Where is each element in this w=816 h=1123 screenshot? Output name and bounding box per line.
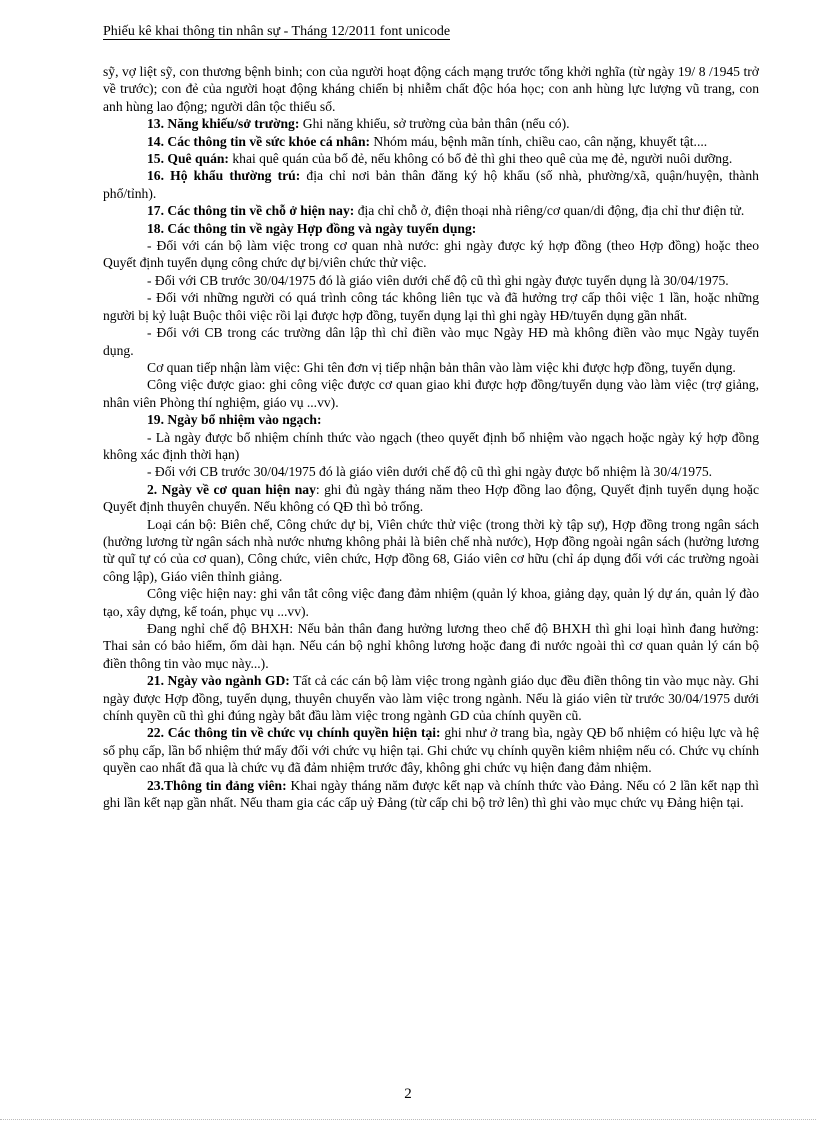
item-2-body: : ghi đủ ngày tháng năm theo Hợp đồng lao động, Quyết định tuyển dụng hoặc Quyết định thuyên chuyển. Nếu không có QĐ thì bỏ trống. bbox=[103, 481, 759, 515]
item-18-c: - Đối với những người có quá trình công tác không liên tục và đã hưởng trợ cấp thôi việc 1 lần, hoặc những người bị kỷ luật Buộc thôi việc rồi lại được hợp đồng, tuyển dụng lại thì ghi ngày HĐ/tuyển dụng gần nhất. bbox=[103, 290, 759, 323]
item-23-body: Khai ngày tháng năm được kết nạp và chính thức vào Đảng. Nếu có 2 lần kết nạp thì ghi lần kết nạp gần nhất. Nếu tham gia các cấp uỷ Đảng (từ cấp chi bộ trở lên) thì ghi vào mục chức vụ Đảng hiện tại. bbox=[103, 777, 759, 811]
item-14-body: Nhóm máu, bệnh mãn tính, chiều cao, cân nặng, khuyết tật.... bbox=[370, 133, 708, 149]
item-18-e: Cơ quan tiếp nhận làm việc: Ghi tên đơn vị tiếp nhận bản thân vào làm việc khi được hợp đồng, tuyển dụng. bbox=[147, 359, 736, 375]
page-header: Phiếu kê khai thông tin nhân sự - Tháng 12/2011 font unicode bbox=[103, 24, 451, 39]
item-23-title: 23.Thông tin đảng viên: bbox=[147, 777, 287, 793]
item-18-title: 18. Các thông tin về ngày Hợp đồng và ngày tuyển dụng: bbox=[147, 220, 477, 236]
item-13 bbox=[103, 115, 759, 132]
item-18-f: Công việc được giao: ghi công việc được cơ quan giao khi được hợp đồng/tuyển dụng vào làm việc (trợ giảng, nhân viên Phòng thí nghiệm, giáo vụ ...vv). bbox=[103, 377, 759, 410]
item-13-body: Ghi năng khiếu, sở trường của bản thân (nếu có). bbox=[299, 116, 570, 132]
item-13-title: 13. Năng khiếu/sở trường: bbox=[147, 116, 300, 132]
item-15-body: khai quê quán của bố đẻ, nếu không có bố đẻ thì ghi theo quê của mẹ đẻ, người nuôi dưỡng. bbox=[228, 151, 733, 167]
item-21-title: 21. Ngày vào ngành GD: bbox=[147, 673, 290, 689]
page-bottom-divider bbox=[0, 1119, 816, 1120]
page-number: 2 bbox=[404, 1086, 412, 1102]
item-17-title: 17. Các thông tin về chỗ ở hiện nay: bbox=[147, 203, 355, 219]
item-18-b: - Đối với CB trước 30/04/1975 đó là giáo viên dưới chế độ cũ thì ghi ngày được tuyển dụng là 30/04/1975. bbox=[147, 272, 729, 288]
item-14-title: 14. Các thông tin về sức khỏe cá nhân: bbox=[147, 133, 371, 149]
item-14 bbox=[103, 133, 759, 150]
item-19-b: - Đối với CB trước 30/04/1975 đó là giáo viên dưới chế độ cũ thì ghi ngày được bổ nhiệm là 30/4/1975. bbox=[147, 464, 713, 480]
item-17 bbox=[103, 202, 759, 219]
item-19 bbox=[103, 411, 759, 428]
item-15-title: 15. Quê quán: bbox=[147, 151, 229, 167]
item-16 bbox=[103, 167, 759, 202]
item-2-a: Loại cán bộ: Biên chế, Công chức dự bị, Viên chức thử việc (trong thời kỳ tập sự), Hợp đồng trong ngân sách (hưởng lương từ ngân sách nhà nước nhưng không phải là biên chế nhà nước), Hợp đồng ngoài ngân sách (hưởng lương từ quĩ tự có của cơ quan), Công chức, viên chức, Hợp đồng 68, Giáo viên cơ hữu (chỉ áp dụng đối với các trường ngoài công lập), Giáo viên thỉnh giảng. bbox=[103, 516, 759, 584]
item-18-d: - Đối với CB trong các trường dân lập thì chỉ điền vào mục Ngày HĐ mà không điền vào mục Ngày tuyển dụng. bbox=[103, 325, 759, 358]
item-22-title: 22. Các thông tin về chức vụ chính quyền hiện tại: bbox=[147, 725, 441, 741]
item-21-body: Tất cả các cán bộ làm việc trong ngành giáo dục đều điền thông tin vào mục này. Ghi ngày được Hợp đồng, tuyển dụng, thuyên chuyển vào làm việc trong ngành. Nếu là giáo viên từ trước 30/04/1975 dưới chính quyền cũ thì ghi đúng ngày bắt đầu làm việc trong ngành GD của chính quyền cũ. bbox=[103, 673, 759, 724]
item-18-a: - Đối với cán bộ làm việc trong cơ quan nhà nước: ghi ngày được ký hợp đồng (theo Hợp đồng) hoặc theo Quyết định tuyển dụng công chức dự bị/viên chức thử việc. bbox=[103, 238, 759, 271]
item-21 bbox=[103, 672, 759, 724]
item-16-title: 16. Hộ khẩu thường trú: bbox=[147, 168, 301, 184]
item-22 bbox=[103, 724, 759, 776]
item-23 bbox=[103, 777, 759, 812]
item-22-body: ghi như ở trang bìa, ngày QĐ bổ nhiệm có hiệu lực và hệ số phụ cấp, lần bổ nhiệm thứ mấy đối với chức vụ hiện tại. Ghi chức vụ chính quyền kiêm nhiệm nếu có. Chức vụ chính quyền cao nhất đã qua là chức vụ đã đảm nhiệm trước đây, không ghi chức vụ hiện đang đảm nhiệm. bbox=[103, 725, 759, 776]
item-2-c: Đang nghỉ chế độ BHXH: Nếu bản thân đang hưởng lương theo chế độ BHXH thì ghi loại hình đang hưởng: Thai sản có bảo hiểm, ốm dài hạn. Nếu cán bộ nghỉ không lương hoặc đang đi nước ngoài thì cơ quan quản lý cán bộ điền thông tin vào mục này...). bbox=[103, 621, 759, 671]
item-19-a: - Là ngày được bổ nhiệm chính thức vào ngạch (theo quyết định bổ nhiệm vào ngạch hoặc ngày ký hợp đồng không xác định thời hạn) bbox=[103, 429, 759, 462]
item-15 bbox=[103, 150, 759, 167]
item-2-b: Công việc hiện nay: ghi vắn tắt công việc đang đảm nhiệm (quản lý khoa, giảng dạy, quản lý dự án, quản lý đào tạo, xây dựng, kế toán, phục vụ ...vv). bbox=[103, 586, 759, 619]
item-2 bbox=[103, 481, 759, 516]
item-2-title: 2. Ngày về cơ quan hiện nay bbox=[147, 481, 316, 497]
paragraph-continuation: sỹ, vợ liệt sỹ, con thương bệnh binh; con của người hoạt động cách mạng trước tổng khởi nghĩa (từ ngày 19/ 8 /1945 trở về trước); con đẻ của người hoạt động kháng chiến bị nhiễm chất độc hóa học; con anh hùng lực lượng vũ trang, con anh hùng lao động; người dân tộc thiểu số. bbox=[103, 64, 759, 114]
item-18 bbox=[103, 220, 759, 237]
document-body bbox=[103, 63, 759, 811]
item-19-title: 19. Ngày bổ nhiệm vào ngạch: bbox=[147, 412, 322, 428]
item-16-body: địa chỉ nơi bản thân đăng ký hộ khẩu (số nhà, phường/xã, quận/huyện, thành phố/tỉnh). bbox=[103, 168, 759, 201]
item-17-body: địa chỉ chỗ ở, điện thoại nhà riêng/cơ quan/di động, địa chỉ thư điện tử. bbox=[354, 203, 745, 219]
